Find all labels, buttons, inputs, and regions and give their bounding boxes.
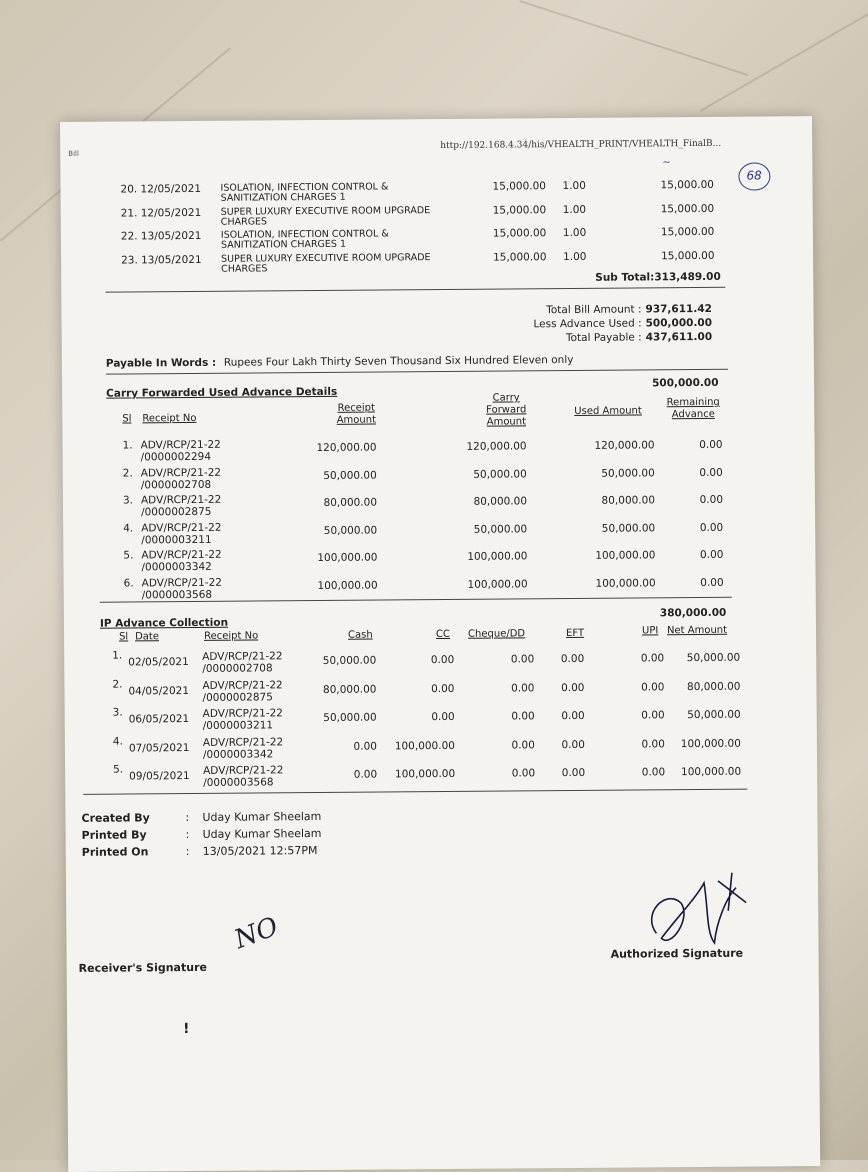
carry-row-sl: 6. [123,576,134,590]
carry-row-receipt-line2: /0000003568 [141,588,213,601]
carry-row-amount: 80,000.00 [323,496,378,509]
ip-header-cash: Cash [347,629,373,641]
service-row-amount: 15,000.00 [660,178,715,192]
ip-row-cash: 50,000.00 [322,654,377,667]
service-row-rate: 15,000.00 [492,203,547,217]
sub-total: Sub Total:313,489.00 [595,270,721,284]
divider [83,789,747,795]
service-row-desc-line2: CHARGES [221,262,268,275]
carry-row-used: 100,000.00 [595,576,656,590]
ip-row-cheque: 0.00 [510,653,535,666]
fabric-seam [700,10,868,112]
ip-row-upi: 0.00 [640,652,665,665]
carry-row-remaining: 0.00 [699,466,723,479]
carry-header-receipt-amount: Receipt Amount [336,402,377,426]
ip-row-cc: 100,000.00 [394,739,455,752]
ip-row-upi: 0.00 [641,766,666,779]
printed-on-label: Printed On [81,845,149,859]
print-url: http://192.168.4.34/his/VHEALTH_PRINT/VHEALTH_FinalB... [440,138,722,152]
service-row-desc-line1: SUPER LUXURY EXECUTIVE ROOM UPGRADE [221,251,431,265]
ip-row-sl: 5. [113,763,124,776]
service-row-amount: 15,000.00 [660,225,715,239]
carry-row-used: 50,000.00 [601,466,655,480]
receiver-signature-label: Receiver's Signature [78,960,207,975]
carry-row-sl: 1. [122,439,133,452]
bill-page [60,116,820,1172]
printed-by-value: Uday Kumar Sheelam [202,826,322,841]
carry-total: 500,000.00 [652,376,719,390]
carry-row-carry: 80,000.00 [473,495,528,508]
separator: : [185,845,190,859]
ip-row-receipt-line2: /0000002875 [202,690,273,704]
ip-row-eft: 0.00 [561,681,585,694]
page-marker-text: 68 [746,168,762,183]
carry-row-carry: 50,000.00 [473,522,528,536]
ip-row-sl: 3. [112,706,123,719]
carry-row-receipt-line2: /0000002294 [140,450,212,464]
carry-row-used: 100,000.00 [595,549,656,562]
carry-row-remaining: 0.00 [699,493,724,506]
ip-row-cash: 0.00 [353,740,377,753]
carry-row-amount: 50,000.00 [323,469,377,482]
service-row-date: 12/05/2021 [140,206,202,219]
ip-row-upi: 0.00 [641,737,665,750]
carry-row-carry: 100,000.00 [467,577,528,591]
service-row-qty: 1.00 [562,179,586,193]
carry-row-remaining: 0.00 [699,548,724,561]
ip-row-net: 50,000.00 [687,708,741,722]
ip-row-date: 02/05/2021 [128,656,189,669]
ip-row-net: 80,000.00 [686,680,741,693]
ip-row-cheque: 0.00 [511,738,535,751]
ip-row-cc: 0.00 [431,710,455,724]
carry-header-sl: Sl [122,413,132,425]
bill-label: Bill [68,149,79,158]
service-row-qty: 1.00 [563,250,587,263]
ip-row-receipt-line2: /0000003211 [202,719,274,732]
carry-row-amount: 50,000.00 [323,524,378,537]
less-advance-label: Less Advance Used : [533,317,642,331]
ip-row-cash: 50,000.00 [323,711,377,724]
carry-header-used-amount: Used Amount [574,405,642,417]
ip-header-cheque: Cheque/DD [467,628,526,640]
service-row-qty: 1.00 [562,226,587,240]
total-bill-value: 937,611.42 [645,302,712,316]
ip-row-receipt-line1: ADV/RCP/21-22 [202,678,283,692]
ip-row-date: 06/05/2021 [128,713,190,726]
carry-row-sl: 4. [123,521,134,535]
separator: : [185,811,190,825]
ip-row-sl: 4. [112,735,123,748]
ip-row-cash: 80,000.00 [322,683,377,696]
ip-row-net: 50,000.00 [686,651,741,665]
ip-row-cheque: 0.00 [511,710,535,723]
ip-row-eft: 0.00 [561,709,585,723]
carry-row-sl: 3. [122,494,134,507]
carry-row-receipt-line2: /0000002875 [141,505,212,519]
ip-row-cheque: 0.00 [511,767,536,780]
carry-row-receipt-line1: ADV/RCP/21-22 [140,466,222,479]
carry-row-receipt-line1: ADV/RCP/21-22 [141,548,222,562]
carry-row-amount: 100,000.00 [317,579,378,592]
carry-row-receipt-line1: ADV/RCP/21-22 [140,493,222,507]
service-row-amount: 15,000.00 [661,249,715,262]
service-row-desc-line2: CHARGES [220,215,268,228]
carry-header-receipt-no: Receipt No [142,412,197,425]
ip-total: 380,000.00 [659,606,727,620]
ip-row-net: 100,000.00 [680,737,741,750]
service-row-date: 12/05/2021 [140,182,202,196]
printed-by-label: Printed By [81,828,147,842]
service-row-sl: 20. [120,183,138,196]
service-row-amount: 15,000.00 [660,202,715,215]
service-row-date: 13/05/2021 [141,253,202,266]
service-row-desc-line2: SANITIZATION CHARGES 1 [220,238,347,251]
service-row-rate: 15,000.00 [492,227,547,240]
pen-tick: ~ [662,157,671,169]
ip-header-receipt-no: Receipt No [204,630,259,642]
service-row-desc-line1: SUPER LUXURY EXECUTIVE ROOM UPGRADE [220,204,431,218]
ip-header-eft: EFT [565,627,585,640]
ip-row-upi: 0.00 [641,680,665,693]
carry-row-remaining: 0.00 [700,576,724,589]
service-row-rate: 15,000.00 [492,180,547,193]
ip-row-date: 07/05/2021 [128,741,190,754]
ip-row-receipt-line1: ADV/RCP/21-22 [202,735,284,749]
ip-row-cheque: 0.00 [511,681,535,694]
total-payable-label: Total Payable : [565,331,642,345]
ip-section-title: IP Advance Collection [99,616,229,630]
carry-row-carry: 50,000.00 [473,467,527,481]
ip-row-sl: 2. [112,678,123,691]
printed-on-value: 13/05/2021 12:57PM [202,844,318,858]
ip-row-date: 04/05/2021 [128,684,190,697]
authorized-signature-scribble [636,863,757,964]
separator: : [185,828,190,842]
ip-header-upi: UPI [641,625,659,637]
carry-row-used: 120,000.00 [594,439,655,452]
carry-row-amount: 100,000.00 [317,551,378,564]
carry-header-remaining: Remaining Advance [666,396,720,421]
service-row-desc-line1: ISOLATION, INFECTION CONTROL & [220,181,389,194]
carry-row-sl: 2. [122,466,133,480]
carry-row-remaining: 0.00 [699,521,724,534]
carry-row-used: 80,000.00 [601,494,656,507]
carry-row-remaining: 0.00 [699,438,723,451]
carry-row-carry: 120,000.00 [466,440,527,453]
ip-row-eft: 0.00 [561,766,586,780]
ip-row-net: 100,000.00 [680,765,742,779]
ip-row-receipt-line1: ADV/RCP/21-22 [202,650,283,663]
service-row-desc-line1: ISOLATION, INFECTION CONTROL & [220,228,389,241]
service-row-sl: 22. [120,230,138,243]
carry-row-sl: 5. [123,549,134,562]
carry-row-receipt-line2: /0000003342 [141,560,212,574]
fabric-seam [519,0,748,76]
service-row-qty: 1.00 [562,203,587,216]
divider [106,369,728,375]
ip-row-receipt-line2: /0000002708 [202,662,273,675]
carry-row-used: 50,000.00 [601,521,656,535]
service-row-desc-line2: SANITIZATION CHARGES 1 [220,191,346,204]
ip-row-receipt-line2: /0000003342 [202,747,274,761]
carry-row-amount: 120,000.00 [316,441,377,454]
less-advance-value: 500,000.00 [645,316,713,330]
ip-row-cc: 100,000.00 [394,767,456,781]
ip-row-cash: 0.00 [353,768,378,781]
ip-row-cc: 0.00 [430,653,455,667]
created-by-label: Created By [81,811,150,825]
service-row-sl: 21. [120,206,138,220]
total-bill-label: Total Bill Amount : [546,303,642,317]
ip-header-cc: CC [435,628,451,641]
ip-header-net-amount: Net Amount [666,624,728,637]
created-by-value: Uday Kumar Sheelam [202,809,322,824]
stray-mark: ! [183,1021,190,1038]
ip-row-cc: 0.00 [431,682,455,695]
carry-header-carry-forward: Carry Forward Amount [486,392,527,428]
authorized-signature-label: Authorized Signature [610,946,744,961]
carry-row-receipt-line2: /0000003211 [141,533,212,546]
service-row-sl: 23. [121,253,138,267]
carry-row-receipt-line2: /0000002708 [140,478,212,491]
payable-words-label: Payable In Words : [105,356,217,370]
service-row-date: 13/05/2021 [140,229,202,243]
ip-row-receipt-line2: /0000003568 [203,776,274,789]
carry-row-receipt-line1: ADV/RCP/21-22 [140,438,221,452]
ip-row-receipt-line1: ADV/RCP/21-22 [202,707,283,720]
ip-header-sl: Sl [119,631,129,643]
divider [105,287,725,293]
ip-row-eft: 0.00 [561,738,585,751]
ip-row-receipt-line1: ADV/RCP/21-22 [203,764,284,777]
total-payable-value: 437,611.00 [645,330,713,344]
payable-words-value: Rupees Four Lakh Thirty Seven Thousand Six Hundred Eleven only [223,353,574,369]
receiver-handwritten-text: NO [230,911,283,956]
carry-section-title: Carry Forwarded Used Advance Details [106,385,338,400]
ip-row-sl: 1. [112,649,123,662]
service-row-rate: 15,000.00 [493,250,547,264]
carry-row-carry: 100,000.00 [467,550,528,563]
ip-row-date: 09/05/2021 [129,770,190,783]
ip-header-date: Date [135,631,159,643]
carry-row-receipt-line1: ADV/RCP/21-22 [141,576,222,589]
carry-row-receipt-line1: ADV/RCP/21-22 [141,521,222,534]
ip-row-upi: 0.00 [641,709,665,722]
ip-row-eft: 0.00 [560,652,585,666]
